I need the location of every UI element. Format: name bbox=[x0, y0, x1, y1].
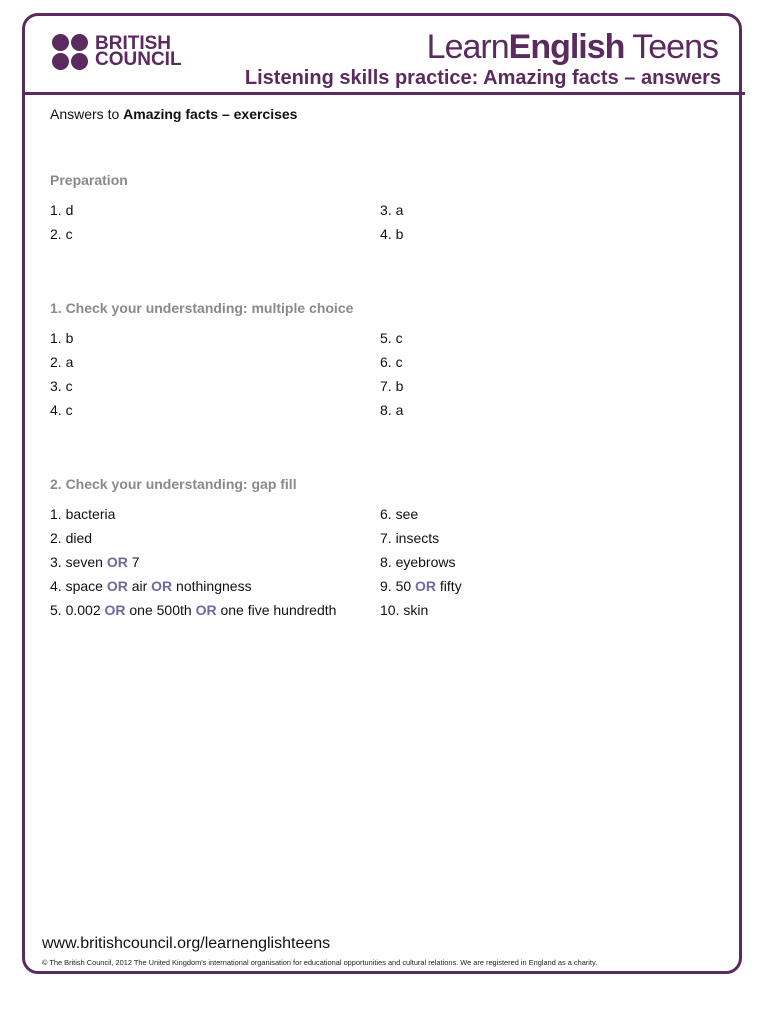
answer-item bbox=[380, 550, 710, 574]
british-council-wordmark: BRITISH COUNCIL bbox=[95, 33, 182, 70]
or-keyword: OR bbox=[104, 602, 126, 618]
answer-text: 5. 0.002 bbox=[50, 602, 105, 618]
answer-item: 8. a bbox=[380, 402, 404, 418]
page-title: Listening skills practice: Amazing facts – answers bbox=[244, 67, 721, 89]
or-keyword: OR bbox=[106, 578, 128, 594]
multiple-choice-section bbox=[50, 298, 710, 422]
intro-line: Answers to Amazing facts – exercises bbox=[50, 106, 298, 122]
answer-text: 10. skin bbox=[380, 602, 429, 618]
answer-text: 4. space bbox=[50, 578, 107, 594]
answer-text: 1. bacteria bbox=[50, 506, 116, 522]
answer-item bbox=[380, 502, 710, 526]
answer-item: 6. c bbox=[380, 354, 403, 370]
answer-item: 3. c bbox=[50, 378, 73, 394]
answer-text: nothingness bbox=[172, 578, 252, 594]
answer-column-left bbox=[50, 502, 380, 622]
answer-text: one five hundredth bbox=[216, 602, 337, 618]
section-heading: Preparation bbox=[50, 172, 128, 188]
section-heading: 2. Check your understanding: gap fill bbox=[50, 476, 297, 492]
answer-text: fifty bbox=[436, 578, 462, 594]
or-keyword: OR bbox=[195, 602, 217, 618]
answer-item: 7. b bbox=[380, 378, 404, 394]
answer-column-right bbox=[380, 326, 710, 422]
answer-text: 8. eyebrows bbox=[380, 554, 456, 570]
section-heading: 1. Check your understanding: multiple choice bbox=[50, 300, 354, 316]
answer-item: 4. c bbox=[50, 402, 73, 418]
answer-item: 2. c bbox=[50, 226, 73, 242]
answer-item: 3. a bbox=[380, 202, 404, 218]
answer-item bbox=[50, 574, 380, 598]
answer-item bbox=[50, 550, 380, 574]
or-keyword: OR bbox=[415, 578, 437, 594]
answer-text: 7. insects bbox=[380, 530, 440, 546]
answer-text: 3. seven bbox=[50, 554, 107, 570]
answer-text: 2. died bbox=[50, 530, 93, 546]
answer-column-right bbox=[380, 502, 710, 622]
footer-copyright: © The British Council, 2012 The United Kingdom's international organisation for educational opportunities and cultural relations. We are registered in England as a charity. bbox=[42, 958, 598, 967]
answer-text: 7 bbox=[127, 554, 140, 570]
british-council-dots-icon bbox=[52, 34, 90, 70]
header-divider bbox=[22, 92, 745, 95]
footer-url: www.britishcouncil.org/learnenglishteens bbox=[42, 935, 331, 952]
answer-text: 6. see bbox=[380, 506, 419, 522]
answer-text: 9. 50 bbox=[380, 578, 416, 594]
answer-item bbox=[380, 574, 710, 598]
learnenglish-teens-logo: LearnEnglish Teens bbox=[426, 28, 718, 66]
answer-text: one 500th bbox=[125, 602, 196, 618]
gap-fill-section bbox=[50, 474, 710, 622]
answer-item bbox=[50, 526, 380, 550]
or-keyword: OR bbox=[106, 554, 128, 570]
answer-item: 4. b bbox=[380, 226, 404, 242]
answer-item bbox=[380, 598, 710, 622]
preparation-section bbox=[50, 170, 710, 246]
answer-item bbox=[50, 502, 380, 526]
or-keyword: OR bbox=[151, 578, 173, 594]
answer-item: 5. c bbox=[380, 330, 403, 346]
answer-item: 2. a bbox=[50, 354, 74, 370]
answer-column-left bbox=[50, 326, 380, 422]
answer-item: 1. b bbox=[50, 330, 74, 346]
answer-item: 1. d bbox=[50, 202, 74, 218]
british-council-logo bbox=[52, 33, 182, 71]
answer-column-right bbox=[380, 198, 710, 246]
answer-text: air bbox=[127, 578, 152, 594]
answer-item bbox=[50, 598, 380, 622]
answer-column-left bbox=[50, 198, 380, 246]
answer-item bbox=[380, 526, 710, 550]
